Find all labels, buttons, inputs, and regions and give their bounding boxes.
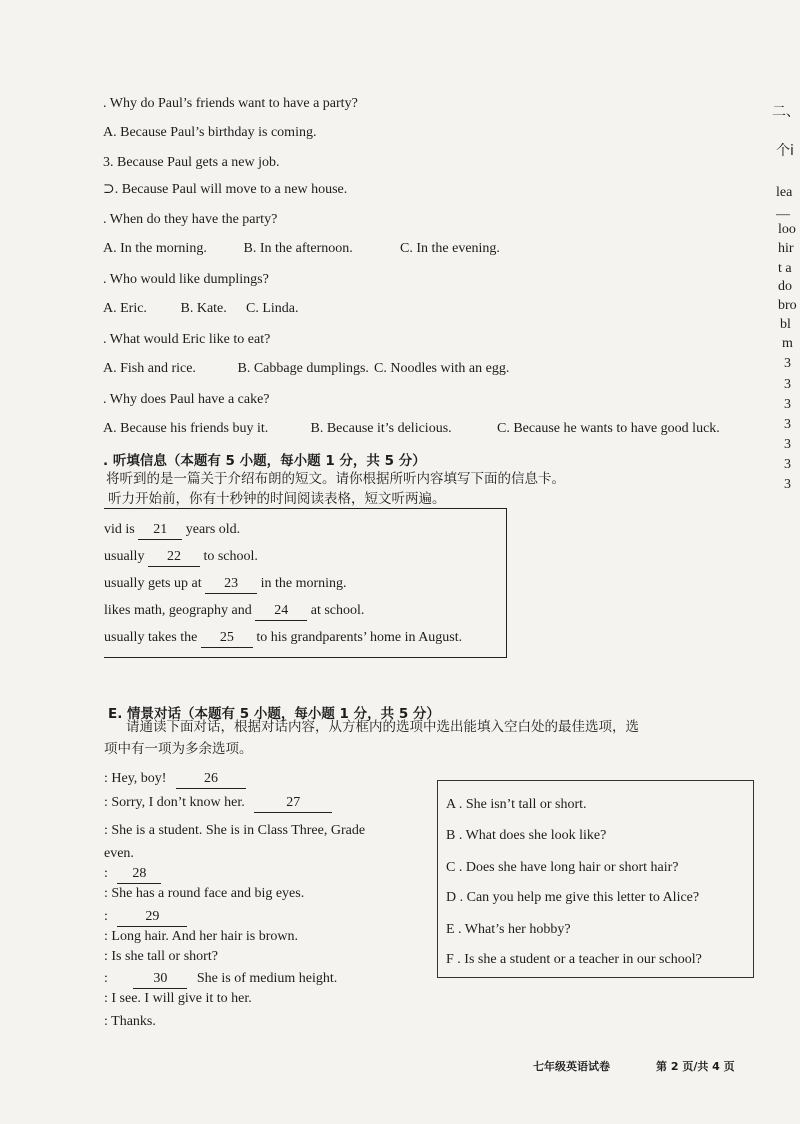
option-b: 3. Because Paul gets a new job. [103, 155, 280, 170]
info-card-text: vid is [104, 522, 135, 537]
section-d-instruction: 将听到的是一篇关于介绍布朗的短文。请你根据所听内容填写下面的信息卡。 [106, 471, 565, 487]
option-a: A. Because his friends buy it. [103, 421, 269, 436]
choice-a[interactable]: A . She isn’t tall or short. [446, 797, 587, 812]
dialog-line: : Is she tall or short? [104, 949, 218, 964]
question-17-options [103, 240, 500, 258]
option-b: B. In the afternoon. [243, 241, 353, 256]
option-a: A. Fish and rice. [103, 361, 196, 376]
option-b: B. Kate. [180, 301, 227, 316]
edge-text: m [782, 336, 793, 351]
question-17: . When do they have the party? [103, 212, 278, 227]
dialog-line: even. [104, 846, 134, 861]
option-c: C. Because he wants to have good luck. [497, 421, 720, 436]
option-a: A. Because Paul’s birthday is coming. [103, 125, 317, 140]
blank-29[interactable]: 29 [117, 908, 187, 927]
choice-box [437, 780, 754, 978]
edge-text: 二、 [772, 104, 800, 120]
dialog-text: : [104, 866, 108, 881]
edge-text: 3 [784, 417, 791, 432]
option-c: C. Noodles with an egg. [374, 361, 510, 376]
edge-text: 3 [784, 356, 791, 371]
blank-24[interactable]: 24 [255, 602, 307, 621]
blank-27[interactable]: 27 [254, 794, 332, 813]
edge-text: do [778, 279, 792, 294]
dialog-line: : She is a student. She is in Class Three, Grade [104, 823, 366, 838]
info-card-row [104, 575, 347, 594]
question-19: . What would Eric like to eat? [103, 332, 271, 347]
option-c: C. In the evening. [400, 241, 500, 256]
edge-text: loo [778, 222, 796, 237]
dialog-text: : [104, 909, 108, 924]
info-card-text: usually [104, 549, 145, 564]
section-e-title: E. 情景对话（本题有 5 小题，每小题 1 分，共 5 分） [108, 706, 440, 722]
blank-22[interactable]: 22 [148, 548, 200, 567]
info-card-text: likes math, geography and [104, 603, 252, 618]
edge-text: 3 [784, 397, 791, 412]
info-card-text: years old. [185, 522, 241, 537]
choice-b[interactable]: B . What does she look like? [446, 828, 607, 843]
dialog-line: : Thanks. [104, 1014, 156, 1029]
edge-text: 3 [784, 377, 791, 392]
section-e-instruction-2: 项中有一项为多余选项。 [104, 741, 253, 757]
dialog-line [104, 970, 337, 989]
section-e-instruction: 请通读下面对话，根据对话内容，从方框内的选项中选出能填入空白处的最佳选项，选 [126, 719, 639, 735]
footer-subject: 七年级英语试卷 [533, 1060, 610, 1073]
blank-30[interactable]: 30 [133, 970, 187, 989]
info-card-text: in the morning. [260, 576, 347, 591]
edge-text: — [776, 207, 790, 222]
question-20: . Why does Paul have a cake? [103, 392, 270, 407]
info-card-row [104, 548, 258, 567]
dialog-text: : [104, 971, 108, 986]
info-card-text: to school. [203, 549, 258, 564]
info-card-text: usually takes the [104, 630, 198, 645]
info-card-row [104, 521, 240, 540]
option-c: ⊃. Because Paul will move to a new house. [103, 182, 348, 197]
blank-26[interactable]: 26 [176, 770, 246, 789]
dialog-text: She is of medium height. [196, 971, 338, 986]
question-18-options [103, 300, 299, 318]
edge-text: 3 [784, 457, 791, 472]
dialog-text: : Hey, boy! [104, 771, 167, 786]
edge-text: bl [780, 317, 791, 332]
option-a: A. Eric. [103, 301, 147, 316]
dialog-line [104, 908, 187, 927]
dialog-line [104, 770, 246, 789]
option-b: B. Because it’s delicious. [310, 421, 452, 436]
info-card-text: at school. [310, 603, 365, 618]
blank-25[interactable]: 25 [201, 629, 253, 648]
option-c: C. Linda. [246, 301, 299, 316]
choice-c[interactable]: C . Does she have long hair or short hair? [446, 860, 679, 875]
dialog-text: : Sorry, I don’t know her. [104, 795, 245, 810]
edge-text: 3 [784, 437, 791, 452]
blank-21[interactable]: 21 [138, 521, 182, 540]
edge-text: hir [778, 241, 794, 256]
dialog-line [104, 794, 332, 813]
edge-text: 个i [776, 143, 794, 159]
section-d-instruction-2: 听力开始前，你有十秒钟的时间阅读表格，短文听两遍。 [108, 491, 446, 507]
option-a: A. In the morning. [103, 241, 207, 256]
dialog-line: : Long hair. And her hair is brown. [104, 929, 299, 944]
question-18: . Who would like dumplings? [103, 272, 269, 287]
question-20-options [103, 420, 720, 438]
choice-d[interactable]: D . Can you help me give this letter to Alice? [446, 890, 700, 905]
edge-text: t a [778, 261, 792, 276]
blank-23[interactable]: 23 [205, 575, 257, 594]
info-card-row [104, 602, 364, 621]
choice-e[interactable]: E . What’s her hobby? [446, 922, 571, 937]
footer-page-number: 第 2 页/共 4 页 [656, 1060, 735, 1073]
edge-text: bro [778, 298, 797, 313]
dialog-line: : I see. I will give it to her. [104, 991, 252, 1006]
blank-28[interactable]: 28 [117, 865, 161, 884]
section-d-title: . 听填信息（本题有 5 小题，每小题 1 分，共 5 分） [103, 453, 426, 469]
dialog-line: : She has a round face and big eyes. [104, 886, 305, 901]
dialog-line [104, 865, 161, 884]
info-card-text: usually gets up at [104, 576, 202, 591]
edge-text: lea [776, 185, 793, 200]
choice-f[interactable]: F . Is she a student or a teacher in our school? [446, 952, 702, 967]
edge-text: 3 [784, 477, 791, 492]
option-b: B. Cabbage dumplings. [237, 361, 369, 376]
info-card-text: to his grandparents’ home in August. [256, 630, 463, 645]
question-16: . Why do Paul’s friends want to have a party? [103, 96, 358, 111]
question-19-options [103, 360, 509, 378]
info-card-row [104, 629, 462, 648]
